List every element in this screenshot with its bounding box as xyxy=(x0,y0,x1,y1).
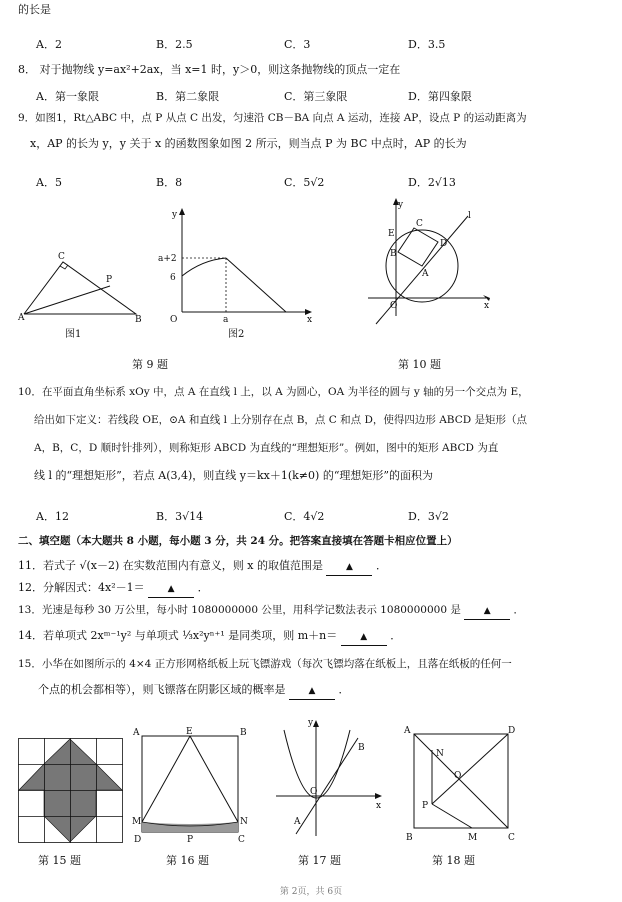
fig18-label-c: C xyxy=(508,833,515,843)
fig10-label-b: B xyxy=(390,249,397,259)
q8-text: 8． 对于抛物线 y=ax²+2ax，当 x=1 时，y＞0，则这条抛物线的顶点一定在 xyxy=(18,63,401,76)
q10-option-b: B．3√14 xyxy=(156,510,204,523)
top-fragment: 的长是 xyxy=(18,3,51,16)
caption-q17: 第 17 题 xyxy=(298,854,341,867)
q10-line1: 10．在平面直角坐标系 xOy 中，点 A 在直线 l 上，以 A 为圆心，OA 为半径的圆与 y 轴的另一个交点为 E， xyxy=(18,386,529,398)
fig17-label-b: B xyxy=(358,743,365,753)
fig2-caption: 图2 xyxy=(228,329,245,340)
q15-text: 个点的机会都相等），则飞镖落在阴影区域的概率是 xyxy=(38,683,286,696)
figure-18 xyxy=(402,724,520,844)
q10-line3: A，B，C，D 顺时针排列），则称矩形 ABCD 为直线的“理想矩形”。例如，图中的矩形 ABCD 为直 xyxy=(34,442,499,454)
fig10-label-x: x xyxy=(484,301,490,311)
fig18-label-d: D xyxy=(508,726,516,736)
q10-option-c: C．4√2 xyxy=(284,510,325,523)
q15-answer-blank xyxy=(289,682,335,700)
figure-10 xyxy=(362,196,502,326)
fig10-label-c: C xyxy=(416,219,423,229)
figure-9-1 xyxy=(18,240,148,350)
fig17-label-y: y xyxy=(308,718,314,728)
q14-text: 14．若单项式 2xᵐ⁻¹y² 与单项式 ⅓x²yⁿ⁺¹ 是同类项，则 m＋n＝ xyxy=(18,629,338,642)
fig16-label-p: P xyxy=(187,835,194,845)
q12 xyxy=(18,580,209,598)
fig18-label-b: B xyxy=(406,833,413,843)
q11-end: ． xyxy=(375,559,387,572)
fig2-label-a: a xyxy=(223,315,229,325)
page-footer: 第 2页，共 6页 xyxy=(279,887,343,897)
fig10-label-d: D xyxy=(440,239,448,249)
q13-answer-mark: ▲ xyxy=(483,606,491,616)
fig18-label-m: M xyxy=(468,833,478,843)
q7-option-a: A．2 xyxy=(36,38,62,51)
q7-option-c: C．3 xyxy=(284,38,311,51)
q11-text: 11．若式子 √(x－2) 在实数范围内有意义，则 x 的取值范围是 xyxy=(18,559,323,572)
fig16-label-b: B xyxy=(240,728,247,738)
q11-answer-blank xyxy=(326,558,372,576)
q12-text: 12．分解因式：4x²－1＝ xyxy=(18,581,145,594)
q15-line2 xyxy=(38,682,350,700)
caption-q9: 第 9 题 xyxy=(132,358,168,371)
q13-end: ． xyxy=(513,604,525,616)
q9-option-c: C．5√2 xyxy=(284,176,325,189)
q13-answer-blank xyxy=(464,602,510,620)
figure-16 xyxy=(132,726,250,846)
fig16-label-n: N xyxy=(240,817,248,827)
fig2-label-y: y xyxy=(172,210,178,220)
q9-line1: 9．如图1，Rt△ABC 中，点 P 从点 C 出发，匀速沿 CB－BA 向点 A 运动，连接 AP，设点 P 的运动距离为 xyxy=(18,112,527,124)
q9-option-a: A．5 xyxy=(36,176,62,189)
q13-text: 13．光速是每秒 30 万公里，每小时 1080000000 公里，用科学记数法表示 1080000000 是 xyxy=(18,604,461,616)
fig10-label-l: l xyxy=(468,211,471,221)
figure-17 xyxy=(272,716,384,840)
q14 xyxy=(18,628,401,646)
fig2-label-a2: a+2 xyxy=(158,254,177,264)
fig1-caption: 图1 xyxy=(65,329,82,340)
fig10-label-y: y xyxy=(398,200,404,210)
q9-option-b: B．8 xyxy=(156,176,183,189)
q11-answer-mark: ▲ xyxy=(346,562,353,572)
fig2-label-6: 6 xyxy=(170,273,176,283)
q15-line1: 15．小华在如图所示的 4×4 正方形网格纸板上玩飞镖游戏（每次飞镖均落在纸板上，且落在纸板的任何一 xyxy=(18,658,512,670)
q10-option-a: A．12 xyxy=(36,510,69,523)
q15-end: ． xyxy=(338,683,350,696)
fig16-label-a: A xyxy=(133,728,140,738)
fig2-label-o: O xyxy=(170,315,178,325)
q10-line4: 线 l 的“理想矩形”，若点 A(3,4)，则直线 y＝kx＋1(k≠0) 的“理想矩形”的面积为 xyxy=(34,469,434,482)
q13 xyxy=(18,602,524,620)
q14-answer-blank xyxy=(341,628,387,646)
q7-option-d: D．3.5 xyxy=(408,38,446,51)
section-fill-blank-heading: 二、填空题（本大题共 8 小题，每小题 3 分，共 24 分。把答案直接填在答题卡相应位置上） xyxy=(18,535,458,547)
q12-end: ． xyxy=(197,581,209,594)
q8-option-d: D．第四象限 xyxy=(408,90,472,103)
q9-option-d: D．2√13 xyxy=(408,176,456,189)
caption-q18: 第 18 题 xyxy=(432,854,475,867)
fig1-label-a: A xyxy=(18,313,25,323)
fig17-label-x: x xyxy=(376,801,382,811)
q12-answer-mark: ▲ xyxy=(167,584,175,594)
fig18-label-p: P xyxy=(422,801,429,811)
q9-line2: x，AP 的长为 y，y 关于 x 的函数图象如图 2 所示，则当点 P 为 BC 中点时，AP 的长为 xyxy=(30,137,467,150)
fig16-label-m: M xyxy=(132,817,142,827)
fig16-label-e: E xyxy=(186,727,193,737)
fig10-label-e: E xyxy=(388,229,395,239)
fig18-label-n: N xyxy=(436,749,444,759)
fig10-label-a: A xyxy=(422,269,429,279)
fig1-label-p: P xyxy=(106,275,113,285)
figure-15 xyxy=(18,738,124,844)
q12-answer-blank xyxy=(148,580,194,598)
caption-q16: 第 16 题 xyxy=(166,854,209,867)
fig18-label-o: O xyxy=(454,771,462,781)
q14-end: ． xyxy=(390,629,402,642)
fig17-label-a: A xyxy=(294,817,301,827)
fig16-label-c: C xyxy=(238,835,245,845)
fig17-label-o: O xyxy=(310,787,318,797)
q7-option-b: B．2.5 xyxy=(156,38,193,51)
caption-q15: 第 15 题 xyxy=(38,854,81,867)
fig1-label-c: C xyxy=(58,252,65,262)
fig10-label-o: O xyxy=(390,301,398,311)
fig16-label-d: D xyxy=(134,835,142,845)
q8-option-b: B．第二象限 xyxy=(156,90,220,103)
q10-line2: 给出如下定义：若线段 OE，⊙A 和直线 l 上分别存在点 B，点 C 和点 D，使得四边形 ABCD 是矩形（点 xyxy=(34,414,528,426)
fig2-label-x: x xyxy=(307,315,313,325)
figure-9-2 xyxy=(158,208,318,328)
fig1-label-b: B xyxy=(135,315,142,325)
fig18-label-a: A xyxy=(404,726,411,736)
q10-option-d: D．3√2 xyxy=(408,510,449,523)
q14-answer-mark: ▲ xyxy=(360,632,368,642)
q8-option-c: C．第三象限 xyxy=(284,90,348,103)
q11 xyxy=(18,558,387,576)
caption-q10: 第 10 题 xyxy=(398,358,441,371)
q8-option-a: A．第一象限 xyxy=(36,90,99,103)
q15-answer-mark: ▲ xyxy=(308,686,316,696)
